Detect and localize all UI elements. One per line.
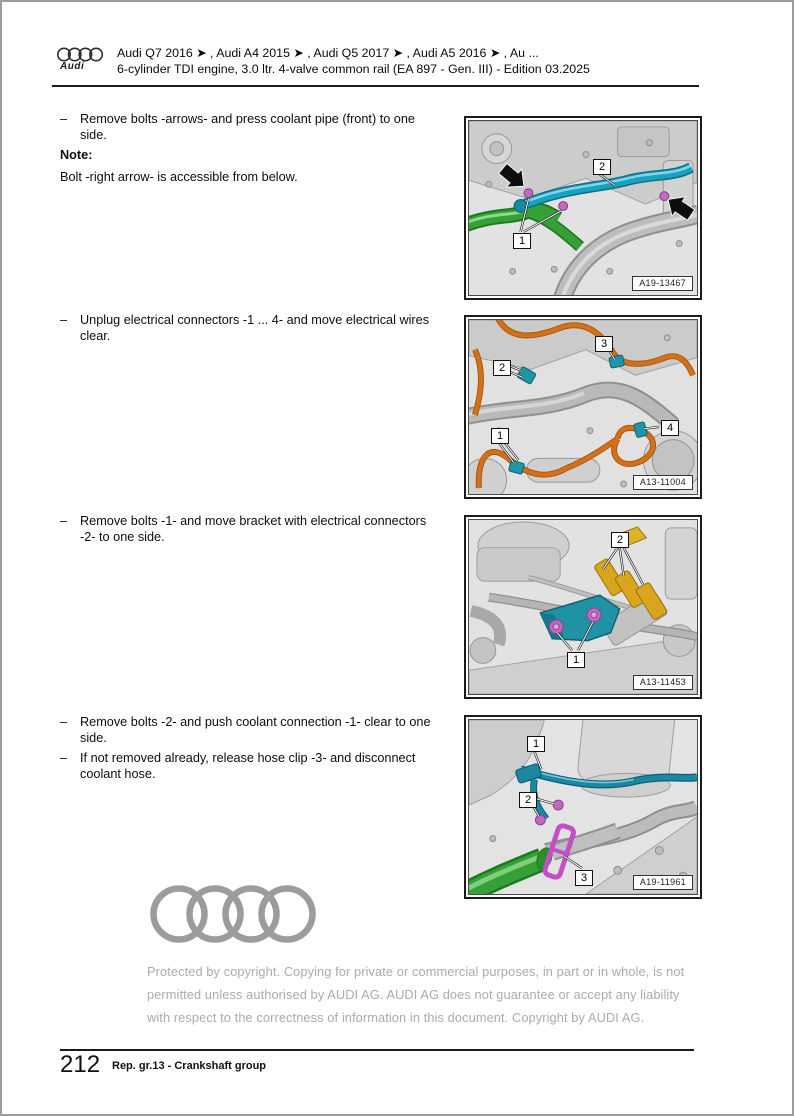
step-text: Remove bolts -2- and push coolant connection -1- clear to one side. [80, 715, 431, 745]
engine-illustration-coolant-pipe [469, 121, 697, 295]
note-label: Note: [60, 148, 93, 162]
callout-1: 1 [567, 652, 585, 668]
callout-1: 1 [491, 428, 509, 444]
figure-code: A13-11453 [633, 675, 693, 690]
engine-illustration-hose-clip [469, 720, 697, 894]
step-dash: – [60, 514, 68, 528]
callout-2: 2 [611, 532, 629, 548]
step-dash: – [60, 112, 68, 126]
step-text: Remove bolts -1- and move bracket with electrical connectors -2- to one side. [80, 514, 427, 544]
callout-3: 3 [595, 336, 613, 352]
copyright-line-3: with respect to the correctness of information in this document. Copyright by AUDI AG. [147, 1010, 645, 1025]
step-text: If not removed already, release hose clip -3- and disconnect coolant hose. [80, 751, 416, 781]
callout-2: 2 [593, 159, 611, 175]
title-line-models: Audi Q7 2016 ➤ , Audi A4 2015 ➤ , Audi Q5 2017 ➤ , Audi A5 2016 ➤ , Au ... [117, 46, 539, 60]
callout-1: 1 [513, 233, 531, 249]
callout-2: 2 [493, 360, 511, 376]
figure-coolant-connection-canvas [468, 719, 698, 895]
copyright-line-1: Protected by copyright. Copying for private or commercial purposes, in part or in whole, is not [147, 964, 685, 979]
engine-illustration-connectors [469, 320, 697, 494]
figure-bracket-connectors [464, 515, 702, 699]
footer-divider [60, 1049, 694, 1051]
step-dash: – [60, 751, 68, 765]
figure-coolant-connection [464, 715, 702, 899]
figure-electrical-connectors [464, 315, 702, 499]
step-text: Remove bolts -arrows- and press coolant pipe (front) to one side. [80, 112, 415, 142]
figure-electrical-connectors-canvas [468, 319, 698, 495]
figure-bracket-connectors-canvas [468, 519, 698, 695]
audi-rings-watermark-icon [150, 880, 316, 953]
figure-coolant-pipe [464, 116, 702, 300]
step-remove-coolant-connection [60, 714, 442, 746]
step-remove-coolant-pipe-bolts [60, 111, 442, 143]
audi-wordmark: Audi [60, 61, 85, 72]
note-text: Bolt -right arrow- is accessible from below. [60, 170, 298, 184]
figure-code: A13-11004 [633, 475, 693, 490]
page-number: 212 [60, 1051, 101, 1078]
title-line-engine: 6-cylinder TDI engine, 3.0 ltr. 4-valve common rail (EA 897 - Gen. III) - Edition 03.2025 [117, 61, 590, 76]
footer-section-label: Rep. gr.13 - Crankshaft group [112, 1060, 267, 1072]
step-release-hose-clip [60, 750, 442, 782]
callout-2: 2 [519, 792, 537, 808]
callout-4: 4 [661, 420, 679, 436]
figure-code: A19-13467 [632, 276, 693, 291]
step-dash: – [60, 313, 68, 327]
header-divider [52, 85, 699, 87]
figure-code: A19-11961 [633, 875, 693, 890]
figure-coolant-pipe-canvas [468, 120, 698, 296]
callout-1: 1 [527, 736, 545, 752]
document-title [117, 46, 590, 77]
step-text: Unplug electrical connectors -1 ... 4- and move electrical wires clear. [80, 313, 430, 343]
step-unplug-connectors [60, 312, 442, 344]
step-dash: – [60, 715, 68, 729]
copyright-line-2: permitted unless authorised by AUDI AG. AUDI AG does not guarantee or accept any liability [147, 987, 680, 1002]
callout-3: 3 [575, 870, 593, 886]
step-remove-bracket-bolts [60, 513, 442, 545]
